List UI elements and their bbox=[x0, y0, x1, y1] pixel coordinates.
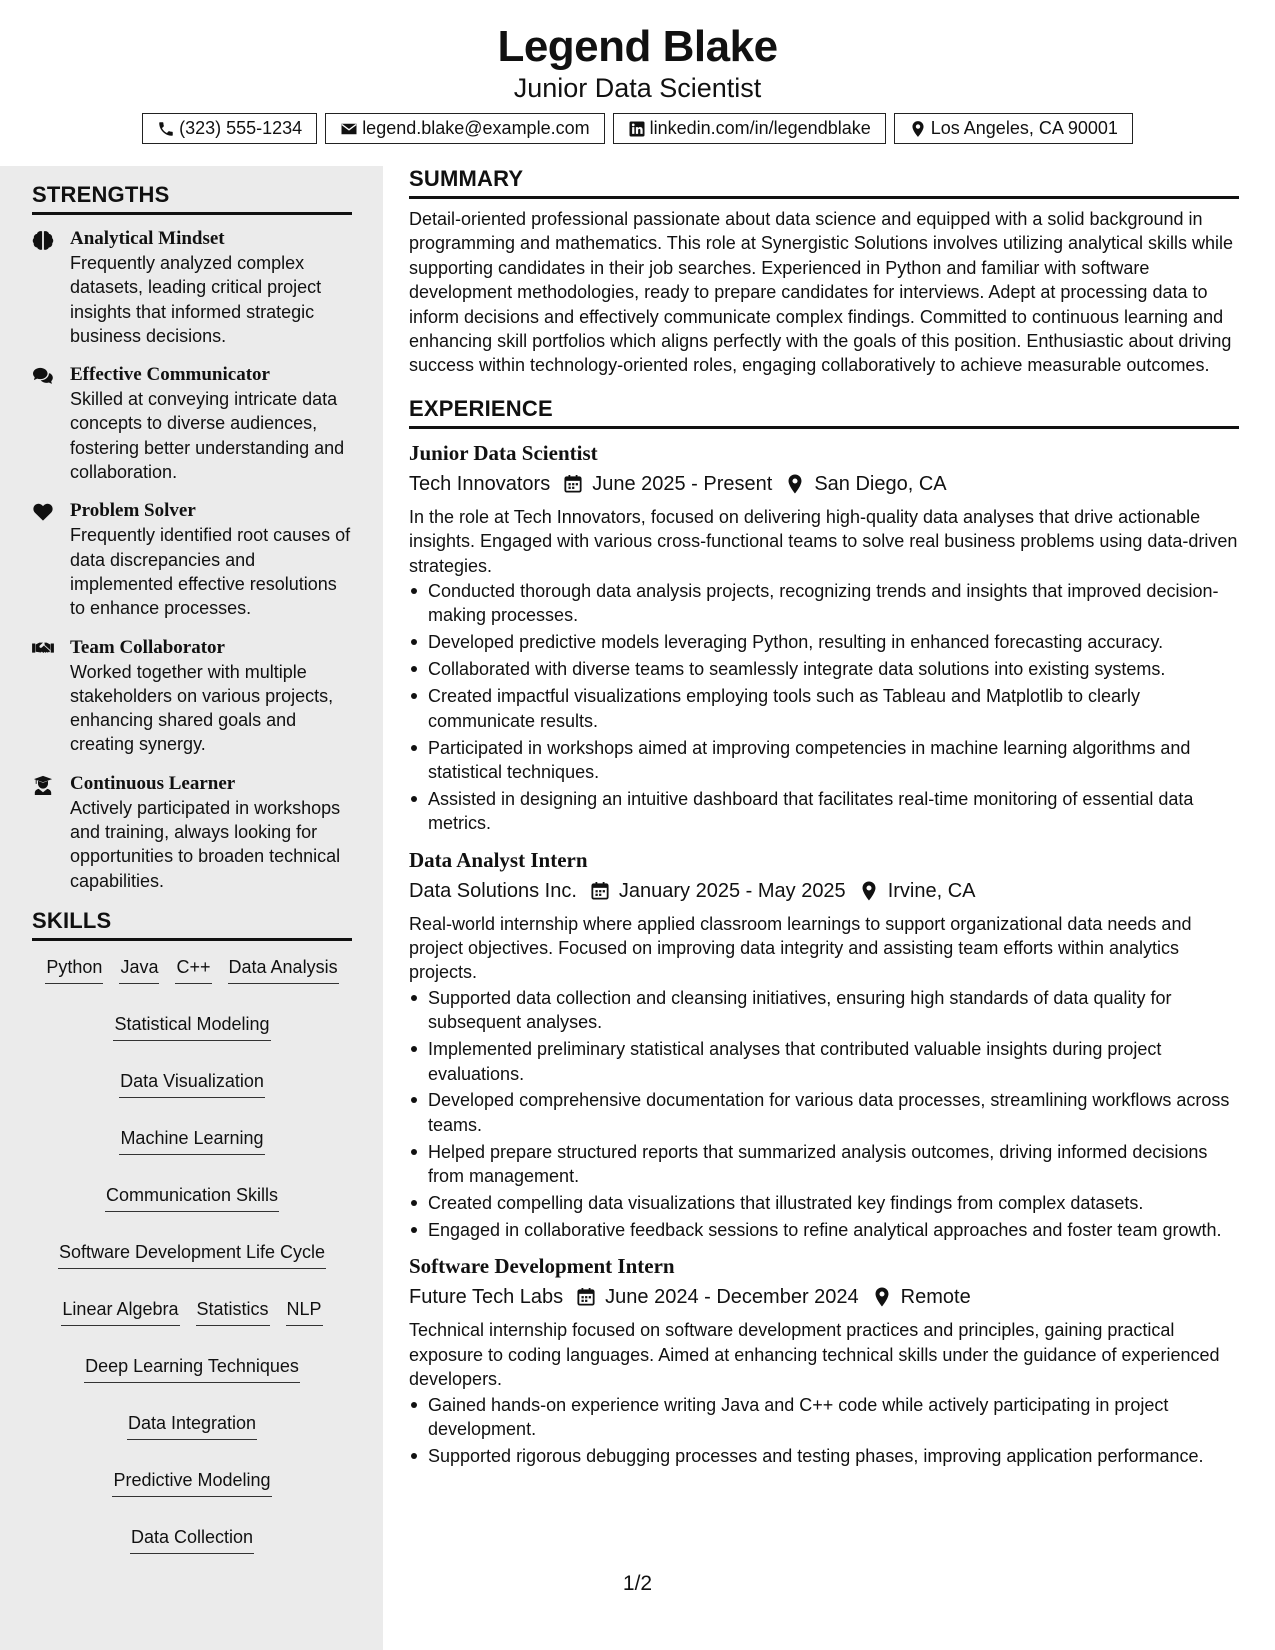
bullet-item: Developed predictive models leveraging Python, resulting in enhanced forecasting accuracy. bbox=[409, 630, 1239, 654]
skill-tag: Statistical Modeling bbox=[113, 1012, 270, 1041]
job-title: Data Analyst Intern bbox=[409, 847, 588, 872]
bullet-item: Implemented preliminary statistical analyses that contributed valuable insights during project evaluations. bbox=[409, 1037, 1239, 1086]
calendar-icon bbox=[577, 1287, 595, 1307]
contact-location-text: Los Angeles, CA 90001 bbox=[930, 118, 1118, 138]
skill-tag: NLP bbox=[286, 1297, 323, 1326]
job-location: Remote bbox=[900, 1286, 971, 1309]
graduate-icon bbox=[32, 775, 54, 795]
bullet-item: Collaborated with diverse teams to seamlessly integrate data solutions into existing systems. bbox=[409, 657, 1239, 681]
skill-tag: Java bbox=[119, 955, 159, 984]
bullet-item: Helped prepare structured reports that summarized analysis outcomes, driving informed decisions from management. bbox=[409, 1140, 1239, 1189]
job-meta bbox=[409, 876, 1239, 906]
contact-phone bbox=[142, 113, 317, 144]
bullet-item: Created compelling data visualizations that illustrated key findings from complex datasets. bbox=[409, 1191, 1239, 1215]
job-dates: January 2025 - May 2025 bbox=[618, 879, 846, 902]
strength-title: Continuous Learner bbox=[70, 772, 236, 794]
job-meta bbox=[409, 1282, 1239, 1312]
job-entry bbox=[409, 846, 1239, 1243]
strength-title: Team Collaborator bbox=[70, 636, 225, 658]
contact-linkedin[interactable] bbox=[613, 113, 886, 144]
job-company: Tech Innovators bbox=[409, 472, 551, 495]
contact-phone-text: (323) 555-1234 bbox=[179, 118, 303, 138]
handshake-icon bbox=[32, 639, 54, 659]
strength-desc: Frequently identified root causes of data discrepancies and implemented effective resolutions to enhance processes. bbox=[70, 525, 351, 619]
skill-tag: Data Collection bbox=[130, 1525, 254, 1554]
job-desc: In the role at Tech Innovators, focused on delivering high-quality data analyses that drive actionable insights. Engaged with various cross-functional teams to solve real business problems using data-driven strategies. bbox=[409, 506, 1238, 576]
map-pin-icon bbox=[786, 474, 804, 494]
experience-heading: EXPERIENCE bbox=[409, 396, 1239, 429]
summary-text: Detail-oriented professional passionate about data science and equipped with a solid background in programming and mathematics. This role at Synergistic Solutions involves utilizing analytical skills while supporting candidates in their job searches. Experienced in Python and familiar with software development methodologies, ready to prepare candidates for interviews. Adept at processing data to inform decisions and effectively communicate complex findings. Committed to continuous learning and enhancing skill portfolios which aligns perfectly with the goals of this position. Enthusiastic about driving success within technology-oriented roles, engaging collaboratively to achieve measurable outcomes. bbox=[409, 209, 1234, 376]
contact-email-text: legend.blake@example.com bbox=[362, 118, 590, 138]
strength-desc: Skilled at conveying intricate data concepts to diverse audiences, fostering better understanding and collaboration. bbox=[70, 389, 345, 483]
strength-title: Problem Solver bbox=[70, 500, 196, 522]
skill-tag: Deep Learning Techniques bbox=[84, 1354, 300, 1383]
bullet-item: Conducted thorough data analysis projects, recognizing trends and insights that improved decision-making processes. bbox=[409, 579, 1239, 628]
skills-list bbox=[32, 955, 352, 1554]
job-title: Software Development Intern bbox=[409, 1254, 675, 1279]
job-location: San Diego, CA bbox=[814, 472, 947, 495]
bullet-item: Supported data collection and cleansing initiatives, ensuring high standards of data quality for subsequent analyses. bbox=[409, 986, 1239, 1035]
skill-tag: Data Integration bbox=[127, 1411, 257, 1440]
strength-item bbox=[32, 227, 352, 348]
strength-item bbox=[32, 499, 352, 620]
bullet-item: Participated in workshops aimed at improving competencies in machine learning algorithms and statistical techniques. bbox=[409, 736, 1239, 785]
skill-tag: Python bbox=[45, 955, 103, 984]
main-content bbox=[409, 166, 1239, 1471]
job-entry bbox=[409, 439, 1239, 836]
bullet-item: Assisted in designing an intuitive dashboard that facilitates real-time monitoring of essential data metrics. bbox=[409, 787, 1239, 836]
skill-tag: Software Development Life Cycle bbox=[58, 1240, 326, 1269]
skill-tag: Linear Algebra bbox=[61, 1297, 179, 1326]
job-desc: Technical internship focused on software development practices and principles, gaining practical exposure to coding languages. Aimed at enhancing technical skills under the guidance of experienced developers. bbox=[409, 1320, 1220, 1390]
contact-bar bbox=[0, 113, 1275, 144]
contact-linkedin-text: linkedin.com/in/legendblake bbox=[649, 118, 871, 138]
strength-title: Analytical Mindset bbox=[70, 228, 225, 249]
skill-tag: Communication Skills bbox=[105, 1183, 279, 1212]
skill-tag: Statistics bbox=[196, 1297, 270, 1326]
phone-icon bbox=[157, 120, 175, 138]
comments-icon bbox=[32, 366, 54, 386]
map-pin-icon bbox=[909, 120, 927, 138]
skills-heading: SKILLS bbox=[32, 908, 352, 941]
strength-item bbox=[32, 636, 352, 757]
job-title: Junior Data Scientist bbox=[409, 440, 598, 465]
strength-desc: Frequently analyzed complex datasets, leading critical project insights that informed strategic business decisions. bbox=[70, 253, 322, 346]
job-dates: June 2024 - December 2024 bbox=[605, 1286, 859, 1309]
candidate-title: Junior Data Scientist bbox=[513, 73, 762, 103]
bullet-item: Created impactful visualizations employing tools such as Tableau and Matplotlib to clearly communicate results. bbox=[409, 684, 1239, 733]
envelope-icon bbox=[340, 120, 358, 138]
bullet-item: Supported rigorous debugging processes and testing phases, improving application performance. bbox=[409, 1444, 1239, 1468]
job-entry bbox=[409, 1252, 1239, 1468]
bullet-item: Developed comprehensive documentation for various data processes, streamlining workflows across teams. bbox=[409, 1088, 1239, 1137]
job-bullets bbox=[409, 579, 1239, 836]
strengths-heading: STRENGTHS bbox=[32, 182, 352, 215]
job-company: Data Solutions Inc. bbox=[409, 879, 577, 902]
brain-icon bbox=[32, 230, 54, 250]
page-number: 1/2 bbox=[622, 1572, 653, 1595]
skill-tag: Machine Learning bbox=[119, 1126, 264, 1155]
map-pin-icon bbox=[860, 881, 878, 901]
skill-tag: Predictive Modeling bbox=[112, 1468, 271, 1497]
calendar-icon bbox=[591, 881, 609, 901]
contact-location bbox=[894, 113, 1133, 144]
strength-desc: Actively participated in workshops and training, always looking for opportunities to broaden technical capabilities. bbox=[70, 797, 341, 891]
calendar-icon bbox=[564, 474, 582, 494]
job-desc: Real-world internship where applied classroom learnings to support organizational data needs and project objectives. Focused on improving data integrity and assisting team efforts within analytics projects. bbox=[409, 913, 1192, 983]
bullet-item: Gained hands-on experience writing Java and C++ code while actively participating in project development. bbox=[409, 1393, 1239, 1442]
strength-item bbox=[32, 363, 352, 484]
job-company: Future Tech Labs bbox=[409, 1286, 564, 1309]
summary-heading: SUMMARY bbox=[409, 166, 1239, 199]
map-pin-icon bbox=[873, 1287, 891, 1307]
skill-tag: Data Visualization bbox=[119, 1069, 265, 1098]
strength-title: Effective Communicator bbox=[70, 364, 270, 386]
sidebar bbox=[0, 166, 383, 1650]
skill-tag: Data Analysis bbox=[228, 955, 339, 984]
job-bullets bbox=[409, 1393, 1239, 1469]
strength-item bbox=[32, 772, 352, 893]
job-location: Irvine, CA bbox=[887, 879, 976, 902]
strengths-list bbox=[32, 227, 352, 893]
heart-icon bbox=[32, 502, 54, 522]
strength-desc: Worked together with multiple stakeholders on various projects, enhancing shared goals and creating synergy. bbox=[70, 661, 334, 755]
linkedin-icon bbox=[628, 120, 646, 138]
bullet-item: Engaged in collaborative feedback sessions to refine analytical approaches and foster team growth. bbox=[409, 1218, 1239, 1242]
job-bullets bbox=[409, 986, 1239, 1243]
skill-tag: C++ bbox=[175, 955, 211, 984]
contact-email[interactable] bbox=[325, 113, 604, 144]
job-dates: June 2025 - Present bbox=[592, 472, 773, 495]
candidate-name: Legend Blake bbox=[497, 22, 778, 71]
job-meta bbox=[409, 469, 1239, 499]
